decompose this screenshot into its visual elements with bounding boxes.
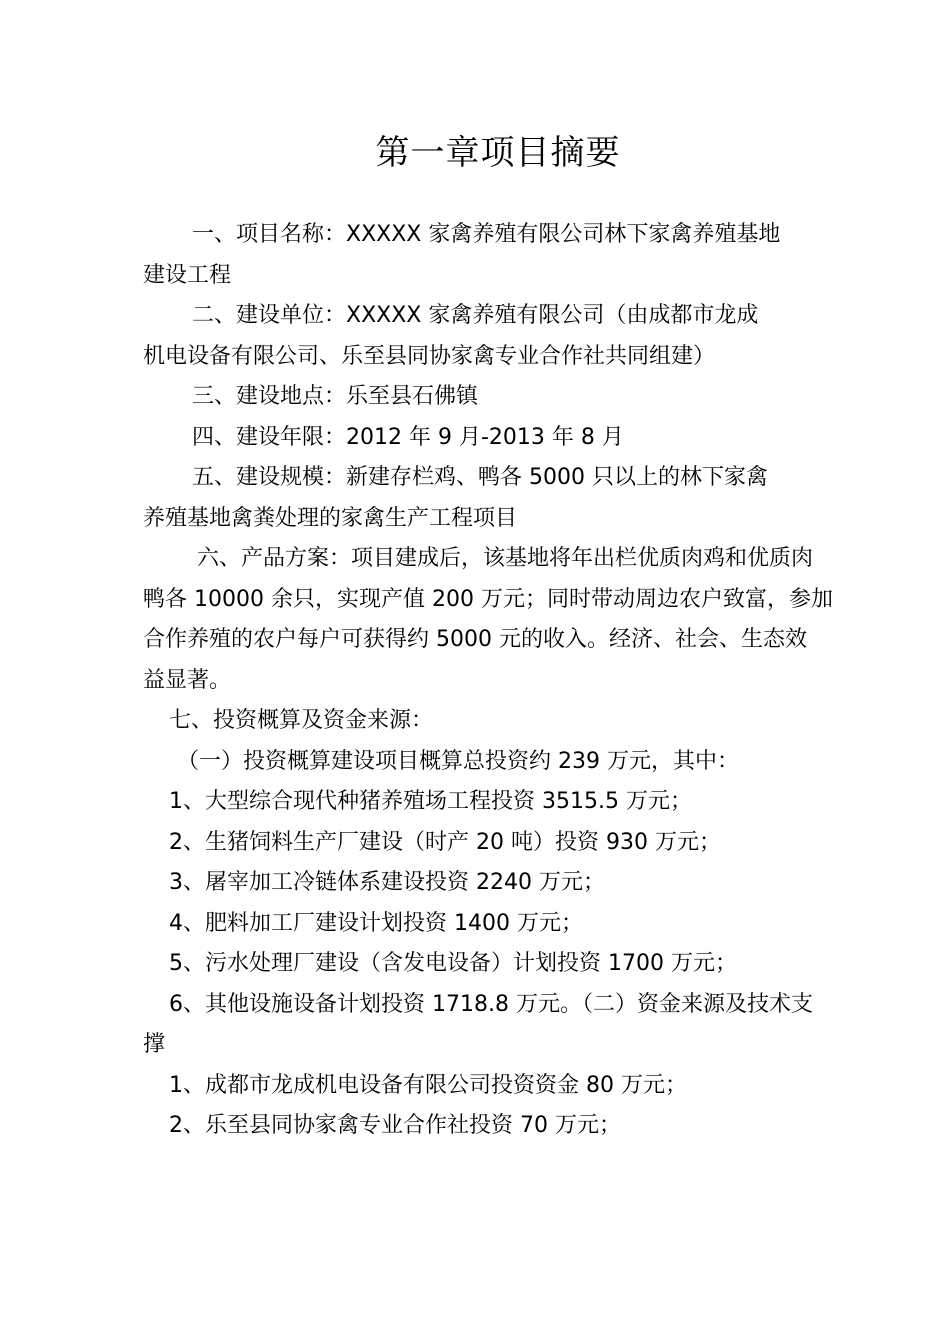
text-line: 撑 (143, 1032, 166, 1057)
list-item: 4、肥料加工厂建设计划投资 1400 万元； (169, 910, 583, 936)
chapter-title: 第一章项目摘要 (375, 133, 621, 173)
text-line: 鸭各 10000 余只，实现产值 200 万元；同时带动周边农户致富，参加 (143, 586, 833, 612)
document-body (143, 215, 858, 1147)
text-line-scale: 五、建设规模：新建存栏鸡、鸭各 5000 只以上的林下家禽 (192, 465, 768, 490)
text-line-investment-estimate: （一）投资概算建设项目概算总投资约 239 万元，其中： (177, 748, 739, 774)
text-line-location: 三、建设地点：乐至县石佛镇 (192, 384, 479, 409)
list-item: 1、成都市龙成机电设备有限公司投资资金 80 万元； (169, 1072, 687, 1098)
text-line: 养殖基地禽粪处理的家禽生产工程项目 (143, 505, 518, 531)
list-item: 5、污水处理厂建设（含发电设备）计划投资 1700 万元； (169, 951, 737, 976)
list-item: 1、大型综合现代种猪养殖场工程投资 3515.5 万元； (169, 789, 692, 814)
list-item: 6、其他设施设备计划投资 1718.8 万元。（二）资金来源及技术支 (169, 991, 813, 1017)
text-line-product-plan: 六、产品方案：项目建成后，该基地将年出栏优质肉鸡和优质肉 (197, 546, 814, 571)
text-line-project-name: 一、项目名称：XXXXX 家禽养殖有限公司林下家禽养殖基地 (192, 222, 781, 247)
text-line-period: 四、建设年限：2012 年 9 月-2013 年 8 月 (192, 424, 624, 450)
text-line: 益显著。 (143, 667, 232, 693)
text-line: 合作养殖的农户每户可获得约 5000 元的收入。经济、社会、生态效 (143, 627, 807, 652)
text-line: 建设工程 (143, 262, 232, 288)
text-line-investment-heading: 七、投资概算及资金来源： (169, 708, 434, 733)
text-line: 机电设备有限公司、乐至县同协家禽专业合作社共同组建） (143, 343, 716, 369)
list-item: 2、乐至县同协家禽专业合作社投资 70 万元； (169, 1113, 621, 1138)
list-item: 3、屠宰加工冷链体系建设投资 2240 万元； (169, 870, 605, 895)
text-line-builder: 二、建设单位：XXXXX 家禽养殖有限公司（由成都市龙成 (192, 303, 759, 328)
list-item: 2、生猪饲料生产厂建设（时产 20 吨）投资 930 万元； (169, 829, 721, 855)
